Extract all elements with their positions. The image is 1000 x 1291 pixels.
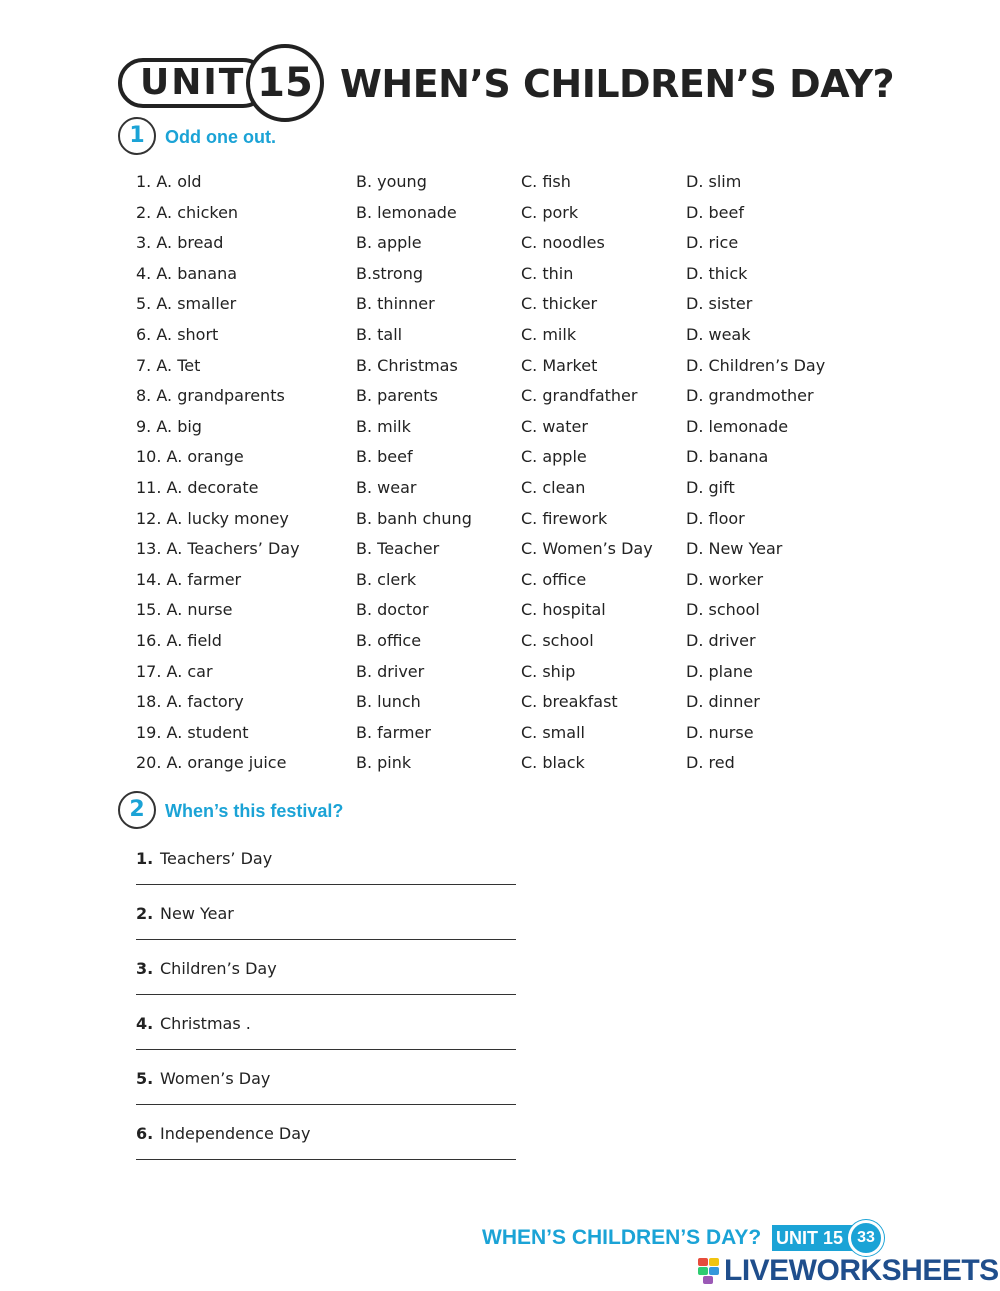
option-b: B. wear <box>356 478 417 497</box>
option-b: B. milk <box>356 416 411 436</box>
liveworksheets-logo-text: LIVEWORKSHEETS <box>724 1254 999 1287</box>
option-d: D. Children’s Day <box>686 355 826 375</box>
option-c: C. hospital <box>521 600 606 620</box>
option-a: 19. A. student <box>136 722 249 742</box>
liveworksheets-logo-icon <box>698 1258 720 1284</box>
option-c: C. black <box>521 753 585 773</box>
option-c: C. milk <box>521 325 577 344</box>
option-d: D. school <box>686 600 760 620</box>
question-row <box>0 351 1000 381</box>
option-c: C. breakfast <box>521 692 618 712</box>
option-d: D. grandmother <box>686 386 814 406</box>
footer-unit-label: UNIT 15 <box>772 1225 860 1251</box>
option-b: B. clerk <box>356 569 417 589</box>
option-c: C. water <box>521 416 588 436</box>
option-d: D. floor <box>686 508 745 528</box>
option-d: D. driver <box>686 631 756 650</box>
option-b: B. thinner <box>356 294 435 314</box>
option-b: B. lemonade <box>356 202 457 222</box>
festival-number: 6. <box>136 1124 154 1143</box>
question-row <box>0 504 1000 534</box>
question-row <box>0 167 1000 197</box>
option-b: B. Teacher <box>356 539 440 559</box>
option-a: 17. A. car <box>136 661 213 681</box>
option-c: C. Women’s Day <box>521 539 653 559</box>
page-number: 33 <box>848 1220 884 1256</box>
option-c: C. fish <box>521 172 571 191</box>
option-b: B. apple <box>356 233 422 253</box>
festival-item <box>136 903 536 953</box>
option-a: 9. A. big <box>136 416 202 436</box>
option-c: C. pork <box>521 202 579 222</box>
option-c: C. school <box>521 631 594 650</box>
option-b: B. driver <box>356 661 425 681</box>
festival-number: 2. <box>136 904 154 923</box>
answer-line[interactable] <box>136 1049 516 1050</box>
answer-line[interactable] <box>136 994 516 995</box>
option-c: C. firework <box>521 508 608 528</box>
answer-line[interactable] <box>136 1104 516 1105</box>
option-d: D. rice <box>686 233 739 253</box>
festival-name: New Year <box>160 904 234 923</box>
option-b: B. beef <box>356 447 413 467</box>
section-1-number: 1 <box>118 117 156 155</box>
festival-name: Independence Day <box>160 1124 311 1143</box>
option-a: 3. A. bread <box>136 233 224 253</box>
question-row <box>0 381 1000 411</box>
festival-item <box>136 1123 536 1173</box>
festival-name: Children’s Day <box>160 959 277 978</box>
option-a: 11. A. decorate <box>136 478 259 497</box>
option-c: C. thin <box>521 263 574 283</box>
option-d: D. thick <box>686 263 748 283</box>
option-b: B. parents <box>356 386 438 406</box>
option-b: B. lunch <box>356 692 421 712</box>
option-b: B. Christmas <box>356 355 458 375</box>
option-b: B. banh chung <box>356 508 472 528</box>
festival-number: 1. <box>136 849 154 868</box>
section-2-number: 2 <box>118 791 156 829</box>
option-a: 15. A. nurse <box>136 600 233 620</box>
festival-item <box>136 1068 536 1118</box>
option-a: 20. A. orange juice <box>136 753 287 773</box>
option-d: D. New Year <box>686 539 783 559</box>
festival-item <box>136 848 536 898</box>
unit-number-circle: 15 <box>246 44 324 122</box>
option-b: B.strong <box>356 263 423 283</box>
option-b: B. doctor <box>356 600 429 620</box>
option-b: B. young <box>356 172 427 191</box>
question-row <box>0 534 1000 564</box>
option-d: D. dinner <box>686 692 760 712</box>
question-row <box>0 626 1000 656</box>
answer-line[interactable] <box>136 939 516 940</box>
option-d: D. red <box>686 753 735 773</box>
question-row <box>0 412 1000 442</box>
option-c: C. small <box>521 722 585 742</box>
question-row <box>0 718 1000 748</box>
option-d: D. banana <box>686 447 769 467</box>
option-d: D. gift <box>686 478 735 497</box>
question-row <box>0 228 1000 258</box>
option-c: C. office <box>521 569 587 589</box>
option-b: B. tall <box>356 325 403 344</box>
question-row <box>0 473 1000 503</box>
option-a: 5. A. smaller <box>136 294 237 314</box>
option-a: 4. A. banana <box>136 263 238 283</box>
question-row <box>0 442 1000 472</box>
option-b: B. office <box>356 631 422 650</box>
question-row <box>0 259 1000 289</box>
option-d: D. nurse <box>686 722 754 742</box>
page-title: WHEN’S CHILDREN’S DAY? <box>340 62 895 106</box>
festival-name: Women’s Day <box>160 1069 271 1088</box>
option-a: 1. A. old <box>136 172 202 191</box>
festival-item <box>136 958 536 1008</box>
festival-name: Christmas . <box>160 1014 251 1033</box>
festival-number: 3. <box>136 959 154 978</box>
option-b: B. pink <box>356 753 412 773</box>
festival-name: Teachers’ Day <box>160 849 273 868</box>
question-row <box>0 289 1000 319</box>
option-c: C. noodles <box>521 233 605 253</box>
option-a: 8. A. grandparents <box>136 386 285 406</box>
answer-line[interactable] <box>136 1159 516 1160</box>
option-a: 7. A. Tet <box>136 355 201 375</box>
option-a: 13. A. Teachers’ Day <box>136 539 300 559</box>
option-c: C. clean <box>521 478 586 497</box>
question-row <box>0 320 1000 350</box>
option-c: C. thicker <box>521 294 598 314</box>
option-a: 6. A. short <box>136 325 219 344</box>
question-row <box>0 565 1000 595</box>
question-row <box>0 687 1000 717</box>
question-row <box>0 595 1000 625</box>
festival-number: 4. <box>136 1014 154 1033</box>
option-a: 14. A. farmer <box>136 569 242 589</box>
option-a: 12. A. lucky money <box>136 508 289 528</box>
unit-label: UNIT <box>140 62 246 103</box>
option-c: C. apple <box>521 447 587 467</box>
option-c: C. grandfather <box>521 386 638 406</box>
festival-item <box>136 1013 536 1063</box>
option-a: 2. A. chicken <box>136 202 239 222</box>
option-c: C. Market <box>521 355 598 375</box>
option-a: 10. A. orange <box>136 447 244 467</box>
section-2-title: When’s this festival? <box>165 801 344 821</box>
option-a: 18. A. factory <box>136 692 244 712</box>
question-row <box>0 748 1000 778</box>
option-d: D. beef <box>686 202 744 222</box>
section-1-title: Odd one out. <box>165 127 276 147</box>
option-c: C. ship <box>521 661 576 681</box>
option-d: D. lemonade <box>686 416 789 436</box>
option-d: D. plane <box>686 661 753 681</box>
option-d: D. sister <box>686 294 753 314</box>
footer-title: WHEN’S CHILDREN’S DAY? <box>482 1226 762 1249</box>
option-d: D. weak <box>686 325 751 344</box>
question-row <box>0 657 1000 687</box>
option-d: D. slim <box>686 172 742 191</box>
festival-number: 5. <box>136 1069 154 1088</box>
option-d: D. worker <box>686 569 764 589</box>
answer-line[interactable] <box>136 884 516 885</box>
question-row <box>0 198 1000 228</box>
option-a: 16. A. field <box>136 631 222 650</box>
option-b: B. farmer <box>356 722 431 742</box>
